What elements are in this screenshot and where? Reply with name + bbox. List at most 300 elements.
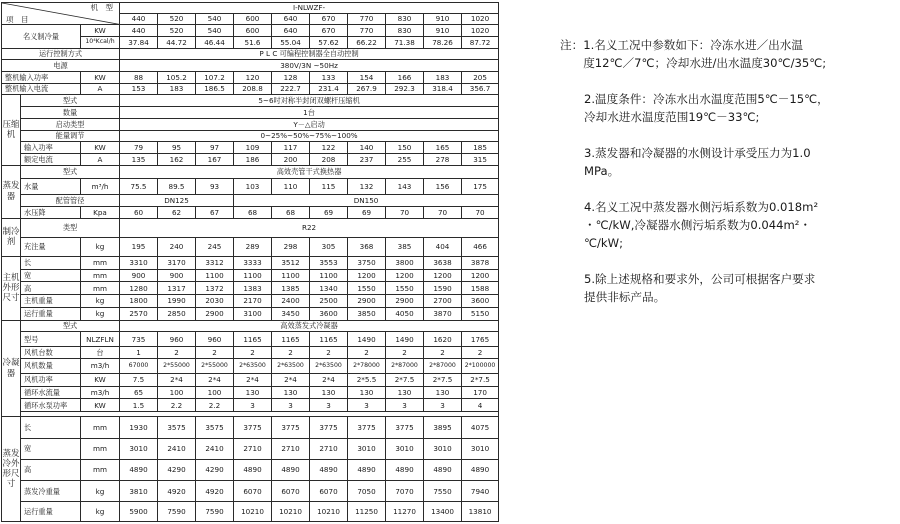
value-cell: 3010 [424, 438, 462, 459]
value-cell: 122 [310, 142, 348, 154]
value-cell: 3575 [196, 417, 234, 438]
input-power-label: 整机输入功率 [2, 72, 81, 84]
value-cell: 6070 [272, 481, 310, 502]
value-cell: 195 [120, 237, 158, 256]
value-cell: 10210 [272, 502, 310, 522]
refrigerant-section: 制冷剂 [2, 218, 21, 256]
value-cell: 770 [348, 13, 386, 25]
value-cell: 7.5 [120, 373, 158, 386]
value-cell: 2*7.5 [424, 373, 462, 386]
value-cell: 183 [158, 83, 196, 95]
value-cell: 2170 [234, 295, 272, 308]
compressor-start-label: 启动类型 [21, 118, 120, 130]
value-cell: 185 [462, 142, 499, 154]
value-cell: 65 [120, 386, 158, 399]
value-cell: 3750 [348, 256, 386, 269]
value-cell: 208 [310, 153, 348, 165]
value-cell: 1550 [386, 282, 424, 295]
value-cell: 3870 [424, 307, 462, 320]
refrigerant-charge-label: 充注量 [21, 237, 81, 256]
value-cell: 1383 [234, 282, 272, 295]
value-cell: 4050 [386, 307, 424, 320]
compressor-current-unit: A [81, 153, 120, 165]
value-cell: 4 [462, 399, 499, 412]
value-cell: 385 [386, 237, 424, 256]
value-cell: 170 [462, 386, 499, 399]
value-cell: 4290 [158, 459, 196, 480]
value-cell: 600 [234, 13, 272, 25]
value-cell: 3010 [348, 438, 386, 459]
value-cell: 1317 [158, 282, 196, 295]
value-cell: 3 [310, 399, 348, 412]
value-cell: 1100 [196, 269, 234, 282]
value-cell: 7070 [386, 481, 424, 502]
value-cell: 130 [348, 386, 386, 399]
host-height-unit: mm [81, 282, 120, 295]
value-cell: 2900 [348, 295, 386, 308]
value-cell: 4890 [386, 459, 424, 480]
value-cell: 130 [272, 386, 310, 399]
value-cell: 2710 [234, 438, 272, 459]
compressor-current-label: 额定电流 [21, 153, 81, 165]
input-power-unit: KW [81, 72, 120, 84]
value-cell: 2 [462, 347, 499, 359]
compressor-qty-value: 1台 [120, 107, 499, 119]
value-cell: 79 [120, 142, 158, 154]
value-cell: 2030 [196, 295, 234, 308]
refrigerant-type-label: 类型 [21, 218, 120, 237]
corner-header-cell [2, 3, 120, 25]
value-cell: 404 [424, 237, 462, 256]
value-cell: 315 [462, 153, 499, 165]
value-cell: 2410 [158, 438, 196, 459]
value-cell: 3333 [234, 256, 272, 269]
value-cell: 2*7.5 [462, 373, 499, 386]
value-cell: 3 [386, 399, 424, 412]
unit-kcal: 10⁴Kcal/h [81, 37, 120, 49]
value-cell: 205 [462, 72, 499, 84]
value-cell: 78.26 [424, 37, 462, 49]
value-cell: 1550 [348, 282, 386, 295]
control-label: 运行控制方式 [2, 48, 120, 60]
evaporator-section: 蒸发器 [2, 165, 21, 218]
value-cell: 222.7 [272, 83, 310, 95]
value-cell: 318.4 [424, 83, 462, 95]
host-op-weight-label: 运行重量 [21, 307, 81, 320]
value-cell: 289 [234, 237, 272, 256]
value-cell: 1165 [310, 332, 348, 347]
value-cell: 1372 [196, 282, 234, 295]
condenser-circ-unit: m3/h [81, 386, 120, 399]
value-cell: 11250 [348, 502, 386, 522]
value-cell: 237 [348, 153, 386, 165]
condenser-fans-label: 风机台数 [21, 347, 81, 359]
value-cell: 4890 [272, 459, 310, 480]
value-cell: 100 [158, 386, 196, 399]
value-cell: 11270 [386, 502, 424, 522]
condenser-airflow-unit: m3/h [81, 358, 120, 373]
evaporator-pipe-label: 配管管径 [21, 195, 120, 207]
value-cell: 70 [462, 207, 499, 219]
note-4: 4.名义工况中蒸发器水侧污垢系数为0.018m² ・℃/kW,冷凝器水侧污垢系数为0.044m²・ ℃/kW; [584, 200, 819, 250]
value-cell: 128 [272, 72, 310, 84]
value-cell: 4890 [424, 459, 462, 480]
value-cell: 2*63500 [310, 358, 348, 373]
value-cell: 2*63500 [272, 358, 310, 373]
value-cell: 3 [424, 399, 462, 412]
compressor-start-value: Y－△启动 [120, 118, 499, 130]
value-cell: 162 [158, 153, 196, 165]
value-cell: 3 [348, 399, 386, 412]
value-cell: 298 [272, 237, 310, 256]
value-cell: 2*100000 [462, 358, 499, 373]
value-cell: 109 [234, 142, 272, 154]
value-cell: 2*78000 [348, 358, 386, 373]
value-cell: 292.3 [386, 83, 424, 95]
value-cell: 3638 [424, 256, 462, 269]
value-cell: 117 [272, 142, 310, 154]
evaporator-pipe-b: DN150 [234, 195, 499, 207]
value-cell: 100 [196, 386, 234, 399]
value-cell: 1588 [462, 282, 499, 295]
evaporator-water-unit: m³/h [81, 179, 120, 195]
value-cell: 3010 [462, 438, 499, 459]
value-cell: 6070 [310, 481, 348, 502]
value-cell: 166 [386, 72, 424, 84]
value-cell: 3800 [386, 256, 424, 269]
value-cell: 3775 [310, 417, 348, 438]
value-cell: 4890 [462, 459, 499, 480]
compressor-capacity-label: 能量调节 [21, 130, 120, 142]
value-cell: 130 [234, 386, 272, 399]
value-cell: 640 [272, 25, 310, 37]
value-cell: 140 [348, 142, 386, 154]
value-cell: 900 [120, 269, 158, 282]
value-cell: 132 [348, 179, 386, 195]
value-cell: 3775 [386, 417, 424, 438]
value-cell: 3850 [348, 307, 386, 320]
host-weight-label: 主机重量 [21, 295, 81, 308]
value-cell: 3775 [348, 417, 386, 438]
value-cell: 7940 [462, 481, 499, 502]
value-cell: 44.72 [158, 37, 196, 49]
value-cell: 3312 [196, 256, 234, 269]
value-cell: 3553 [310, 256, 348, 269]
host-height-label: 高 [21, 282, 81, 295]
value-cell: 68 [272, 207, 310, 219]
condenser-type-value: 高效蒸发式冷凝器 [120, 320, 499, 332]
value-cell: 2 [234, 347, 272, 359]
value-cell: 105.2 [158, 72, 196, 84]
value-cell: 1340 [310, 282, 348, 295]
compressor-power-unit: KW [81, 142, 120, 154]
value-cell: 2500 [310, 295, 348, 308]
condenser-fans-unit: 台 [81, 347, 120, 359]
host-length-label: 长 [21, 256, 81, 269]
value-cell: 2 [386, 347, 424, 359]
spec-table [1, 2, 499, 522]
value-cell: 1100 [310, 269, 348, 282]
value-cell: 3100 [234, 307, 272, 320]
host-length-unit: mm [81, 256, 120, 269]
value-cell: 71.38 [386, 37, 424, 49]
input-current-label: 整机输入电流 [2, 83, 81, 95]
value-cell: 520 [158, 13, 196, 25]
value-cell: 278 [424, 153, 462, 165]
value-cell: 305 [310, 237, 348, 256]
value-cell: 115 [310, 179, 348, 195]
compressor-section: 压缩机 [2, 95, 21, 165]
value-cell: 4890 [120, 459, 158, 480]
compressor-capacity-value: 0~25%~50%~75%~100% [120, 130, 499, 142]
value-cell: 830 [386, 25, 424, 37]
value-cell: 1385 [272, 282, 310, 295]
input-current-unit: A [81, 83, 120, 95]
value-cell: 57.62 [310, 37, 348, 49]
value-cell: 735 [120, 332, 158, 347]
value-cell: 245 [196, 237, 234, 256]
value-cell: 1165 [234, 332, 272, 347]
value-cell: 440 [120, 13, 158, 25]
host-dims-section: 主机外形尺寸 [2, 256, 21, 320]
refrigerant-type-value: R22 [120, 218, 499, 237]
value-cell: 3895 [424, 417, 462, 438]
host-width-label: 宽 [21, 269, 81, 282]
value-cell: 69 [310, 207, 348, 219]
evap-cond-width-unit: mm [81, 438, 120, 459]
value-cell: 2*63500 [234, 358, 272, 373]
value-cell: 3775 [234, 417, 272, 438]
evaporator-type-label: 型式 [21, 165, 120, 179]
value-cell: 2.2 [158, 399, 196, 412]
refrigerant-charge-unit: kg [81, 237, 120, 256]
value-cell: 135 [120, 153, 158, 165]
condenser-airflow-label: 风机数量 [21, 358, 81, 373]
value-cell: 255 [386, 153, 424, 165]
value-cell: 154 [348, 72, 386, 84]
host-weight-unit: kg [81, 295, 120, 308]
power-label: 电源 [2, 60, 120, 72]
evaporator-type-value: 高效壳管干式换热器 [120, 165, 499, 179]
value-cell: 103 [234, 179, 272, 195]
value-cell: 110 [272, 179, 310, 195]
value-cell: 1.5 [120, 399, 158, 412]
value-cell: 7550 [424, 481, 462, 502]
value-cell: 2 [196, 347, 234, 359]
value-cell: 466 [462, 237, 499, 256]
value-cell: 2.2 [196, 399, 234, 412]
evap-cond-height-label: 高 [21, 459, 81, 480]
condenser-fan-power-unit: KW [81, 373, 120, 386]
value-cell: 208.8 [234, 83, 272, 95]
value-cell: 130 [310, 386, 348, 399]
value-cell: 2 [310, 347, 348, 359]
host-op-weight-unit: kg [81, 307, 120, 320]
value-cell: 7590 [158, 502, 196, 522]
value-cell: 4890 [348, 459, 386, 480]
value-cell: 1490 [348, 332, 386, 347]
value-cell: 120 [234, 72, 272, 84]
value-cell: 88 [120, 72, 158, 84]
value-cell: 2 [424, 347, 462, 359]
value-cell: 2 [158, 347, 196, 359]
value-cell: 60 [120, 207, 158, 219]
evap-cond-net-label: 蒸发冷重量 [21, 481, 81, 502]
evap-cond-height-unit: mm [81, 459, 120, 480]
condenser-pump-label: 循环水泵功率 [21, 399, 81, 412]
value-cell: 143 [386, 179, 424, 195]
corner-item-label: 项 目 [6, 14, 29, 24]
value-cell: 150 [386, 142, 424, 154]
value-cell: 830 [386, 13, 424, 25]
value-cell: 368 [348, 237, 386, 256]
value-cell: 231.4 [310, 83, 348, 95]
value-cell: 75.5 [120, 179, 158, 195]
value-cell: 240 [158, 237, 196, 256]
value-cell: 175 [462, 179, 499, 195]
value-cell: 2710 [272, 438, 310, 459]
value-cell: 3450 [272, 307, 310, 320]
value-cell: 2*87000 [424, 358, 462, 373]
value-cell: 2*55000 [158, 358, 196, 373]
value-cell: 55.04 [272, 37, 310, 49]
value-cell: 156 [424, 179, 462, 195]
value-cell: 46.44 [196, 37, 234, 49]
value-cell: 3 [234, 399, 272, 412]
value-cell: 1590 [424, 282, 462, 295]
value-cell: 2570 [120, 307, 158, 320]
value-cell: 167 [196, 153, 234, 165]
evaporator-water-label: 水量 [21, 179, 81, 195]
value-cell: 2 [348, 347, 386, 359]
value-cell: 440 [120, 25, 158, 37]
value-cell: 1200 [462, 269, 499, 282]
note-2: 2.温度条件：冷冻水出水温度范围5℃－15℃， 冷却水进水温度范围19℃－33℃; [584, 92, 829, 124]
value-cell: 7050 [348, 481, 386, 502]
value-cell: 910 [424, 13, 462, 25]
evaporator-drop-label: 水压降 [21, 207, 81, 219]
value-cell: 1020 [462, 13, 499, 25]
evaporator-pipe-a: DN125 [120, 195, 234, 207]
value-cell: 1100 [272, 269, 310, 282]
value-cell: 1990 [158, 295, 196, 308]
value-cell: 640 [272, 13, 310, 25]
value-cell: 3 [272, 399, 310, 412]
value-cell: 3775 [272, 417, 310, 438]
value-cell: 1280 [120, 282, 158, 295]
condenser-section: 冷凝器 [2, 320, 21, 417]
value-cell: 4890 [310, 459, 348, 480]
value-cell: 356.7 [462, 83, 499, 95]
value-cell: 62 [158, 207, 196, 219]
value-cell: 130 [386, 386, 424, 399]
value-cell: 3575 [158, 417, 196, 438]
value-cell: 186 [234, 153, 272, 165]
value-cell: 200 [272, 153, 310, 165]
value-cell: 1020 [462, 25, 499, 37]
value-cell: 165 [424, 142, 462, 154]
evap-cond-op-label: 运行重量 [21, 502, 81, 522]
value-cell: 6070 [234, 481, 272, 502]
value-cell: 95 [158, 142, 196, 154]
value-cell: 107.2 [196, 72, 234, 84]
value-cell: 770 [348, 25, 386, 37]
value-cell: 70 [424, 207, 462, 219]
value-cell: 2410 [196, 438, 234, 459]
value-cell: 670 [310, 13, 348, 25]
value-cell: 3878 [462, 256, 499, 269]
value-cell: 3600 [462, 295, 499, 308]
value-cell: 4890 [234, 459, 272, 480]
value-cell: 2*5.5 [348, 373, 386, 386]
value-cell: 670 [310, 25, 348, 37]
value-cell: 66.22 [348, 37, 386, 49]
note-5: 5.除上述规格和要求外，公司可根据客户要求 提供非标产品。 [584, 272, 816, 304]
value-cell: 2*4 [234, 373, 272, 386]
condenser-circ-label: 循环水流量 [21, 386, 81, 399]
value-cell: 4290 [196, 459, 234, 480]
value-cell: 1200 [348, 269, 386, 282]
value-cell: 2*7.5 [386, 373, 424, 386]
value-cell: 900 [158, 269, 196, 282]
value-cell: 3600 [310, 307, 348, 320]
note-3: 3.蒸发器和冷凝器的水侧设计承受压力为1.0 MPa。 [584, 146, 811, 178]
value-cell: 2*4 [158, 373, 196, 386]
value-cell: 2400 [272, 295, 310, 308]
value-cell: 130 [424, 386, 462, 399]
value-cell: 960 [196, 332, 234, 347]
note-1: 注：1.名义工况中参数如下：冷冻水进／出水温 度12℃／7℃；冷却水进/出水温度30℃/35℃; [560, 38, 827, 70]
value-cell: 10210 [310, 502, 348, 522]
value-cell: 3810 [120, 481, 158, 502]
compressor-qty-label: 数量 [21, 107, 120, 119]
evap-cond-width-label: 宽 [21, 438, 81, 459]
value-cell: 186.5 [196, 83, 234, 95]
value-cell: 13400 [424, 502, 462, 522]
value-cell: 5150 [462, 307, 499, 320]
value-cell: 267.9 [348, 83, 386, 95]
value-cell: 2710 [310, 438, 348, 459]
value-cell: 68 [234, 207, 272, 219]
value-cell: 1930 [120, 417, 158, 438]
condenser-fan-power-label: 风机功率 [21, 373, 81, 386]
condenser-type-label: 型式 [21, 320, 120, 332]
evaporator-drop-unit: Kpa [81, 207, 120, 219]
value-cell: 51.6 [234, 37, 272, 49]
value-cell: 2*55000 [196, 358, 234, 373]
value-cell: 2700 [424, 295, 462, 308]
value-cell: 3170 [158, 256, 196, 269]
value-cell: 1100 [234, 269, 272, 282]
value-cell: 2850 [158, 307, 196, 320]
power-value: 380V/3N ~50Hz [120, 60, 499, 72]
value-cell: 153 [120, 83, 158, 95]
value-cell: 1 [120, 347, 158, 359]
value-cell: 70 [386, 207, 424, 219]
value-cell: 4920 [196, 481, 234, 502]
evap-cond-op-unit: kg [81, 502, 120, 522]
value-cell: 133 [310, 72, 348, 84]
condenser-model-unit: NLZFLN [81, 332, 120, 347]
value-cell: 69 [348, 207, 386, 219]
value-cell: 1200 [386, 269, 424, 282]
value-cell: 910 [424, 25, 462, 37]
value-cell: 520 [158, 25, 196, 37]
value-cell: 3010 [386, 438, 424, 459]
evap-cond-dims-section: 蒸发冷外形尺寸 [2, 417, 21, 522]
value-cell: 4075 [462, 417, 499, 438]
evap-cond-length-label: 长 [21, 417, 81, 438]
